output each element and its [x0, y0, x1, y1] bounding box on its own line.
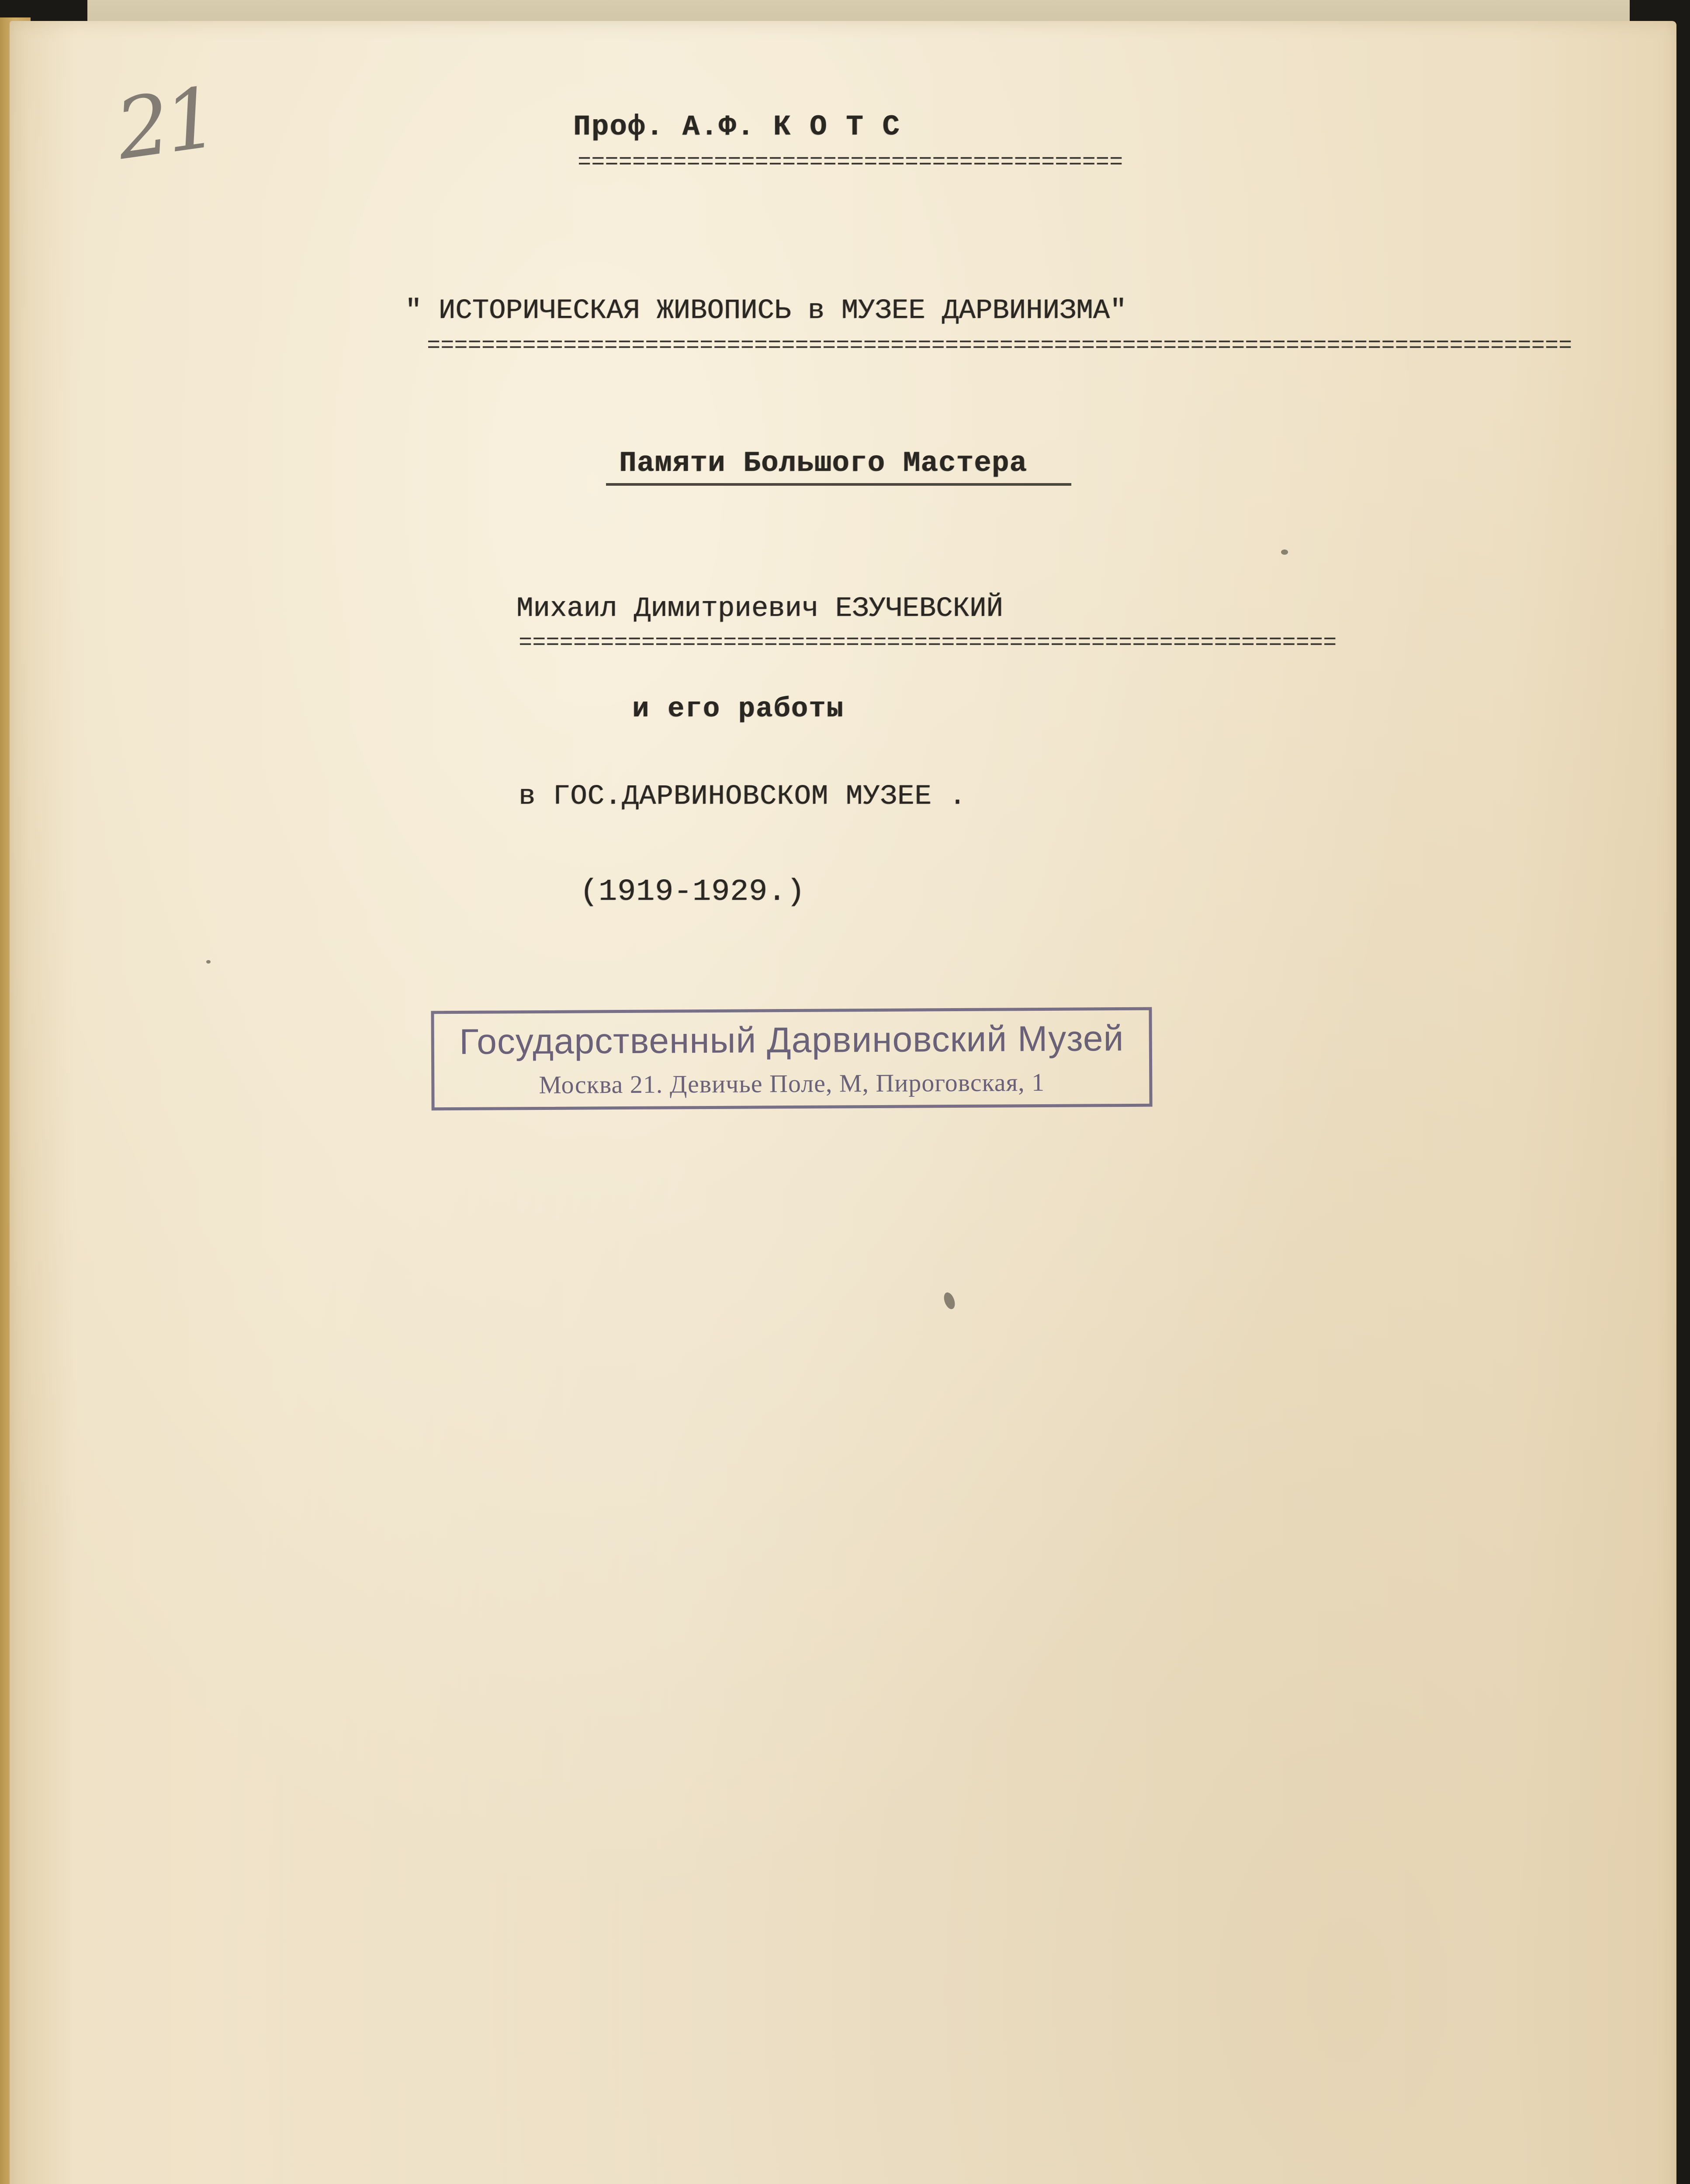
paper-speck: [206, 960, 211, 964]
handwritten-page-number: 21: [110, 69, 220, 179]
artist-name: Михаил Димитриевич ЕЗУЧЕВСКИЙ: [516, 593, 1003, 625]
museum-line: в ГОС.ДАРВИНОВСКОМ МУЗЕЕ .: [519, 781, 966, 812]
paper-speck: [1281, 549, 1288, 555]
paper-speck: [942, 1291, 957, 1310]
stamp-address: Москва 21. Девичье Поле, М, Пироговская, 1: [539, 1068, 1045, 1099]
years-line: (1919-1929.): [580, 875, 806, 909]
stamp-title: Государственный Дарвиновский Музей: [459, 1019, 1124, 1062]
dedication-underline: [606, 483, 1071, 486]
artist-double-rule: ============================================================: [519, 630, 1337, 656]
works-line: и его работы: [632, 694, 844, 725]
dedication-line: Памяти Большого Мастера: [619, 447, 1027, 480]
author-double-rule: ========================================: [578, 149, 1123, 175]
title-double-rule: ====================================================================================: [427, 333, 1572, 359]
title-page: [10, 21, 1676, 2184]
museum-stamp: [431, 1007, 1152, 1111]
author-line: Проф. А.Ф. К О Т С: [573, 111, 900, 143]
document-title: " ИСТОРИЧЕСКАЯ ЖИВОПИСЬ в МУЗЕЕ ДАРВИНИЗМА": [405, 295, 1127, 327]
